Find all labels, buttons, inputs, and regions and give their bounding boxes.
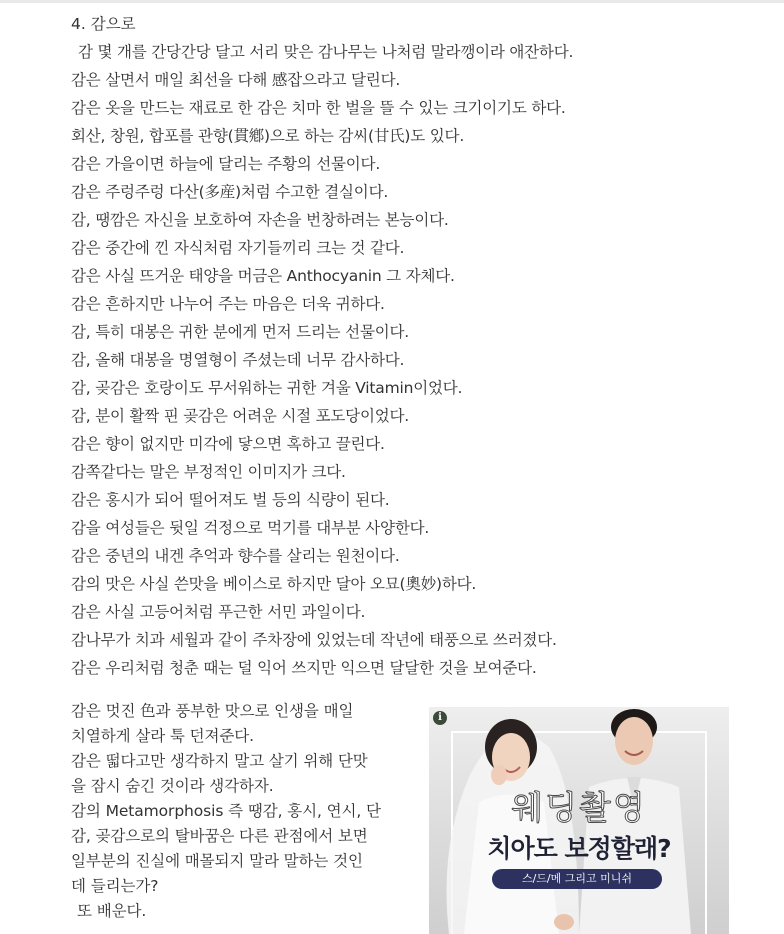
wedding-ad-banner[interactable] [429, 707, 729, 934]
text-line: 감은 가을이면 하늘에 달리는 주황의 선물이다. [71, 155, 381, 173]
ad-tagline-pill[interactable]: 스/드/메 그리고 미니쉬 [492, 869, 662, 889]
closing-line: 을 잠시 숨긴 것이라 생각하자. [71, 777, 274, 795]
article-body [71, 10, 691, 682]
text-line: 감, 분이 활짝 핀 곶감은 어려운 시절 포도당이었다. [71, 407, 410, 425]
text-line: 감은 우리처럼 청춘 때는 덜 익어 쓰지만 익으면 달달한 것을 보여준다. [71, 659, 537, 677]
text-line: 감, 올해 대봉을 명열형이 주셨는데 너무 감사하다. [71, 351, 405, 369]
ad-info-icon[interactable]: i [433, 711, 447, 725]
text-line: 감은 향이 없지만 미각에 닿으면 혹하고 끌린다. [71, 435, 385, 453]
text-line: 감 몇 개를 간당간당 달고 서리 맞은 감나무는 나처럼 말라깽이라 애잔하다. [78, 43, 574, 61]
closing-line: 데 들리는가? [71, 877, 159, 895]
text-line: 감은 중년의 내겐 추억과 향수를 살리는 원천이다. [71, 547, 400, 565]
section-heading: 4. 감으로 [71, 15, 136, 33]
text-line: 감을 여성들은 뒷일 걱정으로 먹기를 대부분 사양한다. [71, 519, 430, 537]
closing-line: 일부분의 진실에 매몰되지 말라 말하는 것인 [71, 852, 363, 870]
closing-line: 감의 Metamorphosis 즉 땡감, 홍시, 연시, 단 [71, 802, 381, 820]
text-line: 감은 흔하지만 나누어 주는 마음은 더욱 귀하다. [71, 295, 385, 313]
text-line: 회산, 창원, 합포를 관향(貫鄕)으로 하는 감씨(甘氏)도 있다. [71, 127, 465, 145]
closing-line: 감, 곶감으로의 탈바꿈은 다른 관점에서 보면 [71, 827, 368, 845]
text-line: 감, 땡깜은 자신을 보호하여 자손을 번창하려는 본능이다. [71, 211, 449, 229]
closing-paragraph [71, 699, 416, 924]
text-line: 감나무가 치과 세월과 같이 주차장에 있었는데 작년에 태풍으로 쓰러졌다. [71, 631, 557, 649]
paragraph-lines [71, 38, 691, 682]
ad-title: 웨딩촬영 [511, 788, 647, 827]
text-line: 감은 옷을 만드는 재료로 한 감은 치마 한 벌을 뜰 수 있는 크기이기도 하다. [71, 99, 566, 117]
top-divider [0, 0, 784, 3]
text-line: 감의 맛은 사실 쓴맛을 베이스로 하지만 달아 오묘(奧妙)하다. [71, 575, 477, 593]
text-line: 감은 홍시가 되어 떨어져도 벌 등의 식량이 된다. [71, 491, 390, 509]
closing-line: 감은 떫다고만 생각하지 말고 살기 위해 단맛 [71, 752, 368, 770]
ad-subtitle: 치아도 보정할래? [487, 834, 671, 863]
text-line: 감은 중간에 낀 자식처럼 자기들끼리 크는 것 같다. [71, 239, 405, 257]
closing-line: 치열하게 살라 툭 던져준다. [71, 727, 254, 745]
text-line: 감, 특히 대봉은 귀한 분에게 먼저 드리는 선물이다. [71, 323, 410, 341]
text-line: 감은 주렁주렁 다산(多産)처럼 수고한 결실이다. [71, 183, 389, 201]
text-line: 감은 사실 고등어처럼 푸근한 서민 과일이다. [71, 603, 366, 621]
text-line: 감쪽같다는 말은 부정적인 이미지가 크다. [71, 463, 346, 481]
text-line: 감은 살면서 매일 최선을 다해 感잡으라고 달린다. [71, 71, 401, 89]
closing-line: 감은 멋진 色과 풍부한 맛으로 인생을 매일 [71, 702, 354, 720]
closing-line: 또 배운다. [77, 902, 147, 920]
text-line: 감은 사실 뜨거운 태양을 머금은 Anthocyanin 그 자체다. [71, 267, 455, 285]
text-line: 감, 곶감은 호랑이도 무서워하는 귀한 겨울 Vitamin이었다. [71, 379, 463, 397]
